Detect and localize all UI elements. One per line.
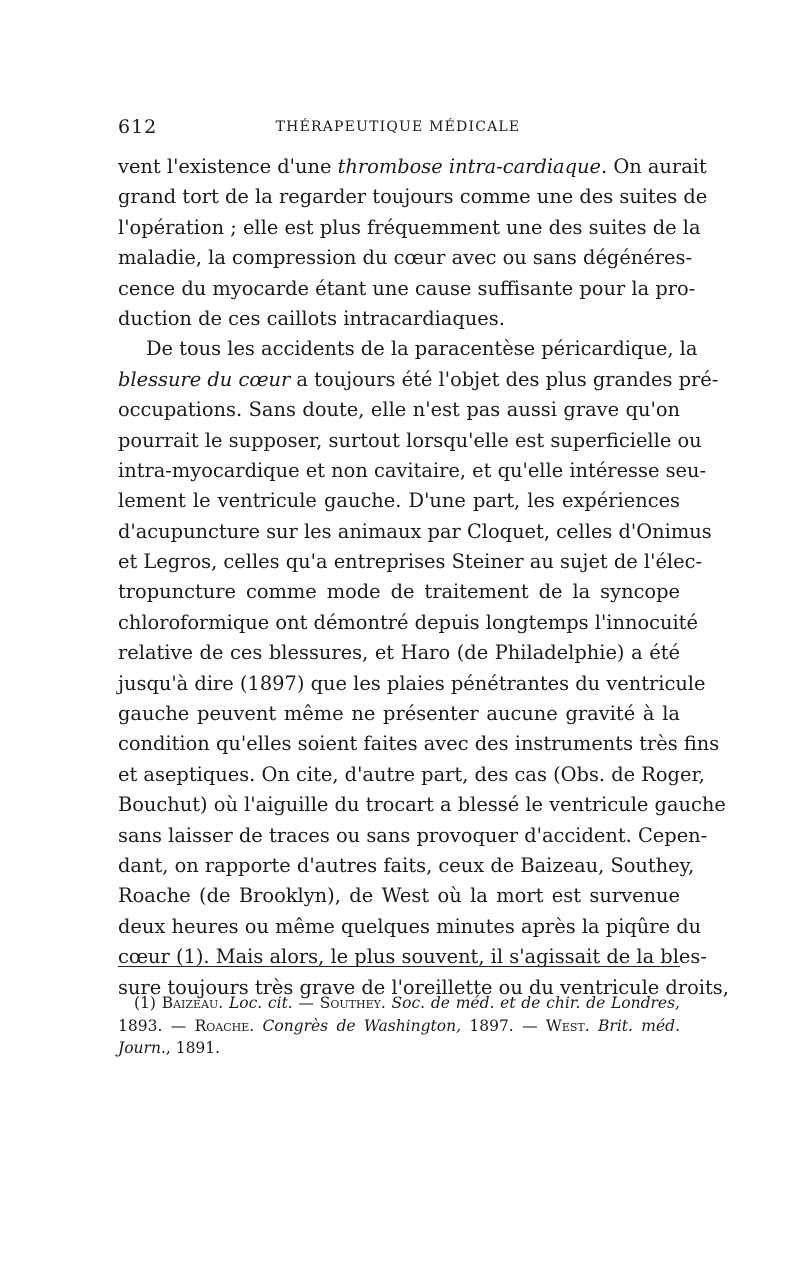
citation-year: 1893. —	[118, 1016, 195, 1035]
body-text	[118, 152, 729, 1003]
text-line: maladie, la compression du cœur avec ou sans dégénéres-	[118, 246, 693, 270]
text-line: sans laisser de traces ou sans provoquer d'accident. Cepen-	[118, 823, 708, 847]
footnote-rule	[118, 966, 680, 967]
italic-term: thrombose intra-cardiaque	[337, 155, 601, 178]
author-name: West	[545, 1016, 585, 1035]
text-line: grand tort de la regarder toujours comme une des suites de	[118, 185, 708, 209]
author-name: Roache	[194, 1016, 250, 1035]
footnote-line	[118, 1015, 680, 1038]
text-span: a toujours été l'objet des plus grandes pré-	[290, 367, 719, 391]
author-name: Southey	[319, 994, 381, 1012]
citation-year: , 1891.	[165, 1039, 221, 1057]
text-line: lement le ventricule gauche. D'une part, les expériences	[118, 489, 680, 513]
italic-term: blessure du cœur	[118, 367, 291, 391]
text-line: jusqu'à dire (1897) que les plaies pénétrantes du ventricule	[118, 671, 706, 695]
text-line: Bouchut) où l'aiguille du trocart a blessé le ventricule gauche	[118, 793, 726, 817]
text-span: . On aurait	[601, 155, 707, 178]
text-line: tropuncture comme mode de traitement de la syncope	[118, 580, 680, 604]
text-line: gauche peuvent même ne présenter aucune gravité à la	[118, 702, 680, 726]
text-line: relative de ces blessures, et Haro (de Philadelphie) a été	[118, 641, 680, 665]
text-line: chloroformique ont démontré depuis longtemps l'innocuité	[118, 610, 698, 634]
text-line: dant, on rapporte d'autres faits, ceux de Baizeau, Southey,	[118, 853, 695, 877]
author-name: Baizeau	[161, 994, 219, 1012]
text-line: sure toujours très grave de l'oreillette ou du ventricule droits,	[118, 975, 729, 999]
footnote-number: (1)	[134, 994, 162, 1012]
text-line: occupations. Sans doute, elle n'est pas aussi grave qu'on	[118, 398, 680, 422]
text-line: cence du myocarde étant une cause suffisante pour la pro-	[118, 276, 696, 300]
text-line: cœur (1). Mais alors, le plus souvent, il s'agissait de la bles-	[118, 945, 707, 969]
text-line: deux heures ou même quelques minutes après la piqûre du	[118, 914, 702, 938]
text-line: pourrait le supposer, surtout lorsqu'elle est superficielle ou	[118, 428, 702, 452]
text-line: condition qu'elles soient faites avec des instruments très fins	[118, 732, 720, 756]
page-number: 612	[118, 116, 158, 138]
text-line: intra-myocardique et non cavitaire, et qu'elle intéresse seu-	[118, 458, 707, 482]
citation-year: 1897. —	[461, 1016, 546, 1035]
running-head: THÉRAPEUTIQUE MÉDICALE	[275, 119, 521, 135]
citation: Journ.	[118, 1039, 166, 1057]
text-line: et aseptiques. On cite, d'autre part, des cas (Obs. de Roger,	[118, 762, 705, 786]
page-header	[118, 116, 678, 140]
text-line	[118, 365, 719, 395]
citation: . Congrès de Washington,	[249, 1016, 462, 1035]
footnote	[118, 992, 680, 1060]
separator: —	[292, 994, 320, 1012]
text-line: duction de ces caillots intracardiaques.	[118, 306, 505, 330]
citation: . Soc. de méd. et de chir. de Londres,	[380, 994, 680, 1012]
text-line: Roache (de Brooklyn), de West où la mort est survenue	[118, 884, 680, 908]
text-line: l'opération ; elle est plus fréquemment une des suites de la	[118, 215, 701, 239]
citation: . Brit. méd.	[584, 1016, 681, 1035]
text-line: d'acupuncture sur les animaux par Cloquet, celles d'Onimus	[118, 519, 712, 543]
footnote-line	[118, 1037, 680, 1060]
text-line: De tous les accidents de la paracentèse péricardique, la	[146, 337, 698, 361]
text-line: et Legros, celles qu'a entreprises Steiner au sujet de l'élec-	[118, 550, 703, 574]
text-line	[118, 152, 707, 182]
text-span: vent l'existence d'une	[118, 155, 338, 178]
footnote-line	[118, 992, 680, 1015]
citation: . Loc. cit.	[218, 994, 293, 1012]
